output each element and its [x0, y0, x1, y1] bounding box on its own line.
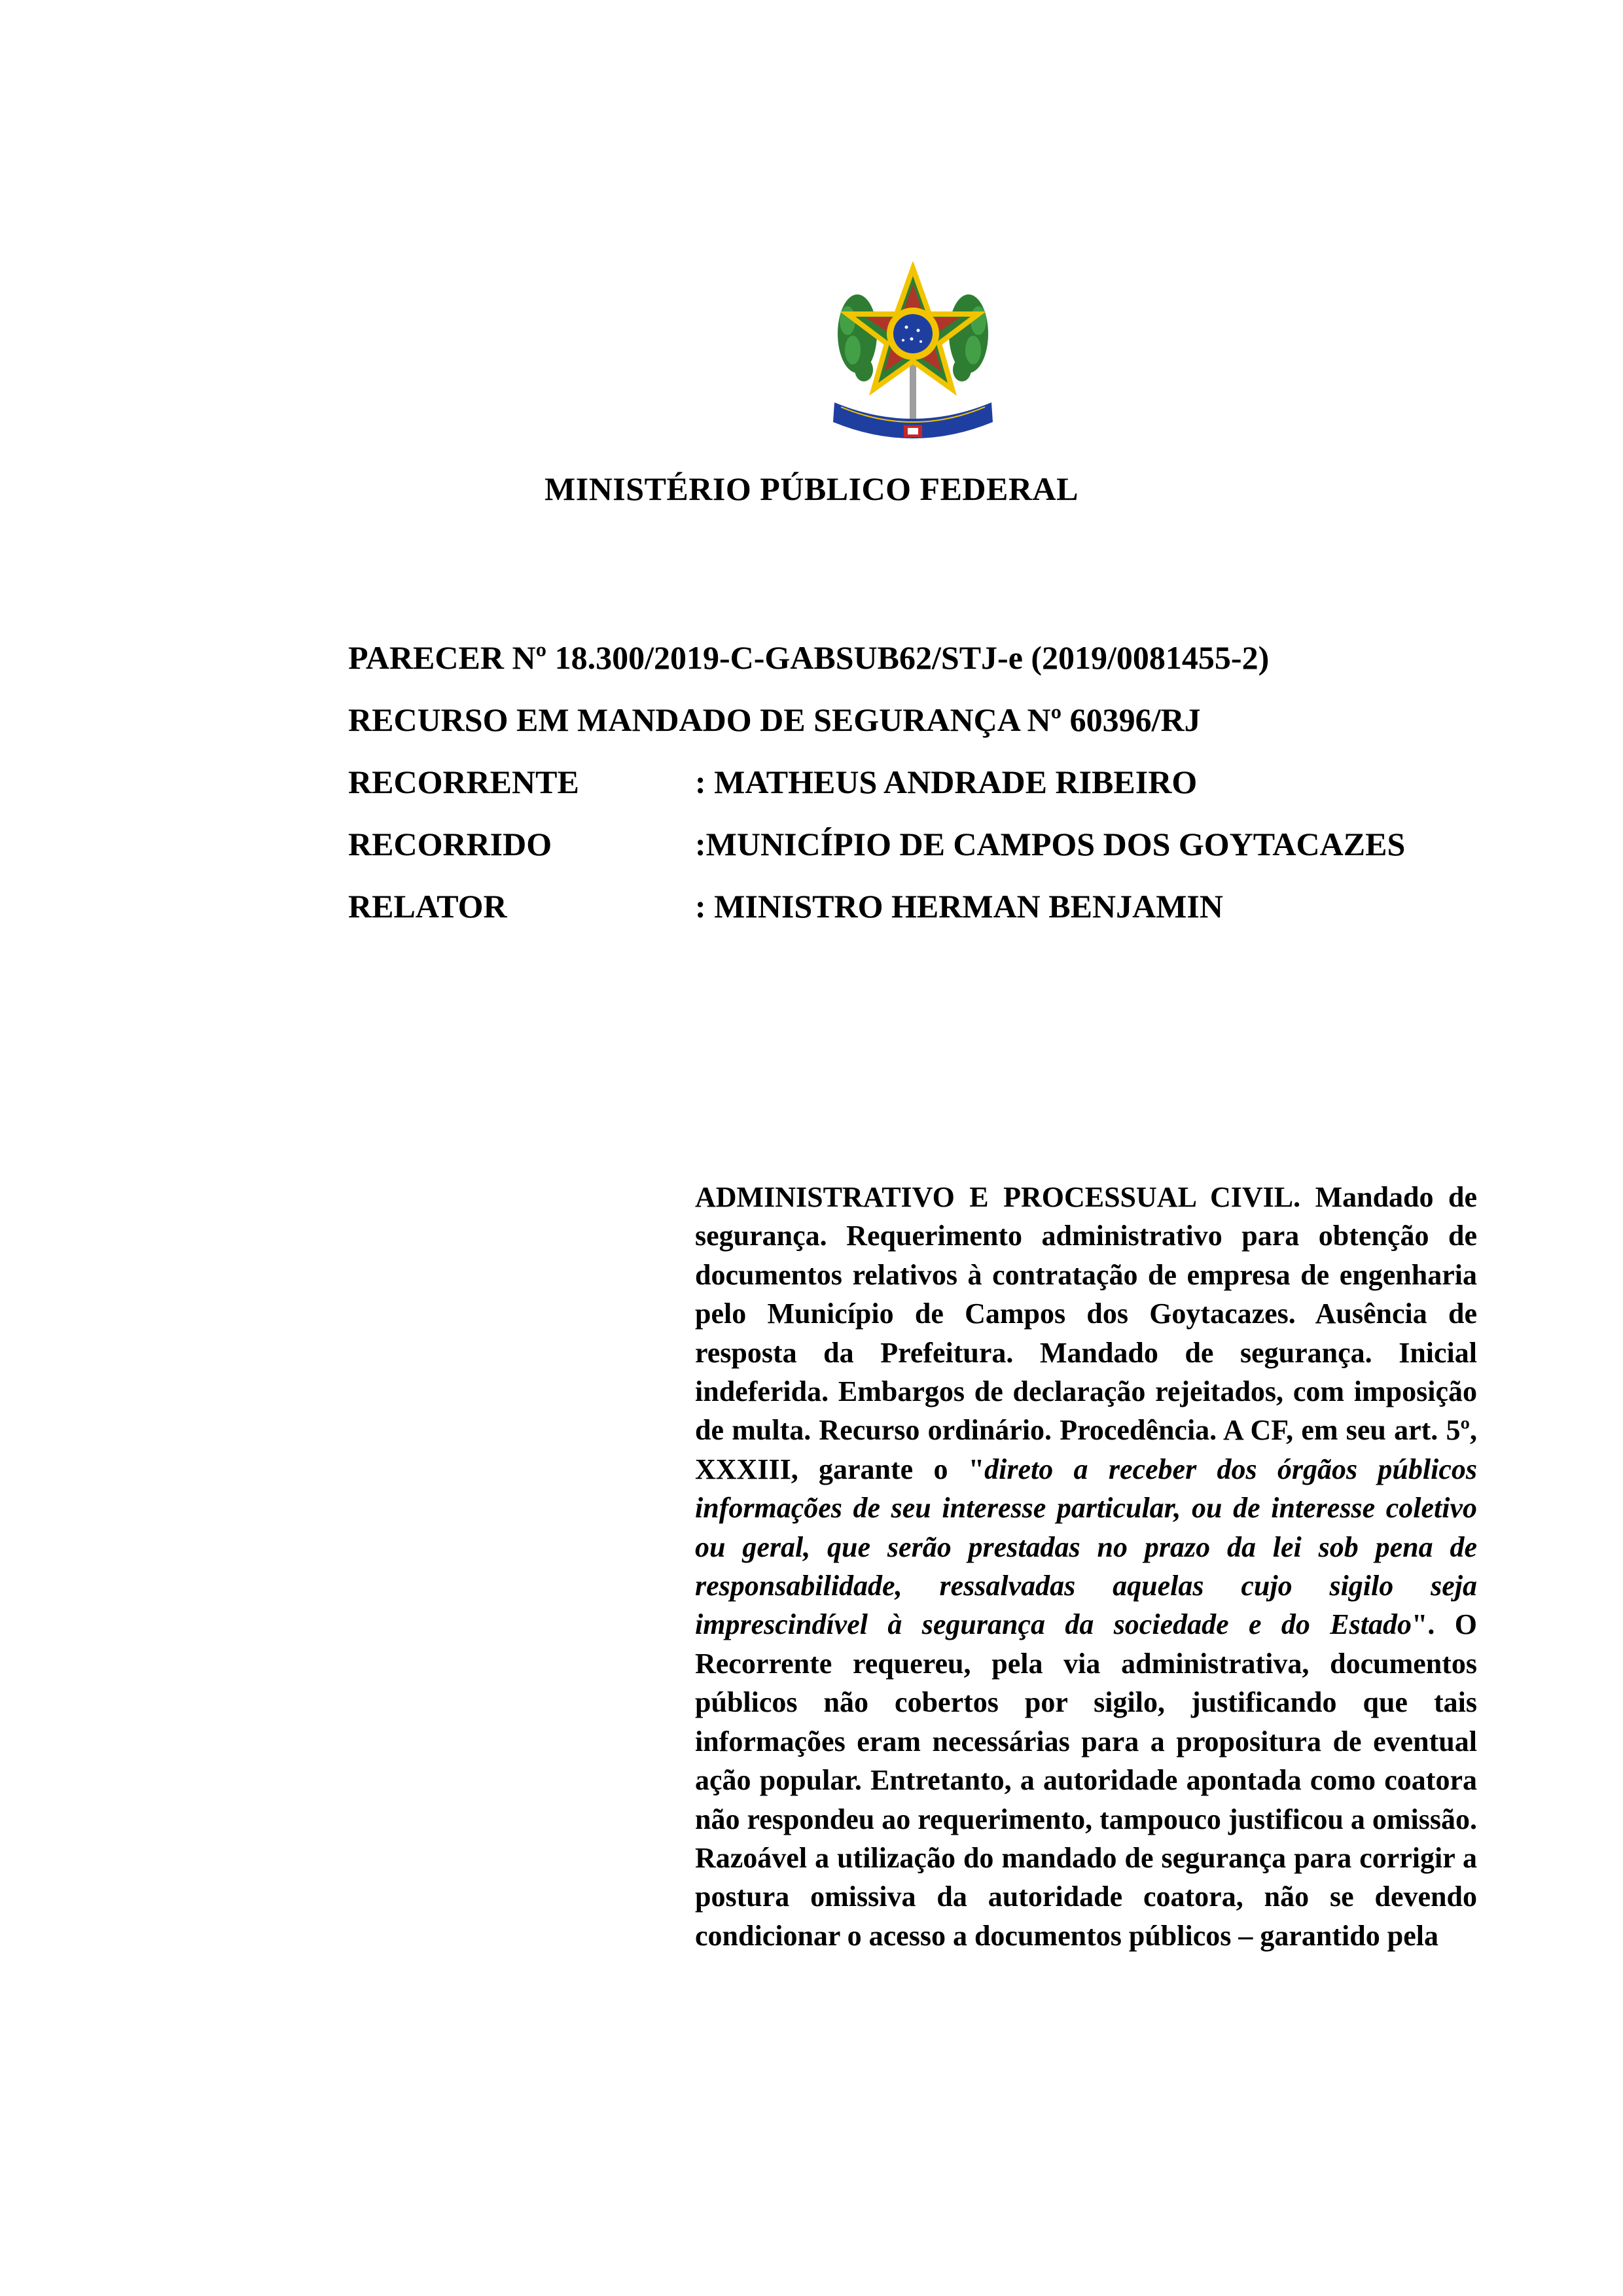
- party-label: RELATOR: [348, 888, 507, 925]
- case-header: [348, 638, 1480, 949]
- party-label: RECORRENTE: [348, 764, 579, 800]
- laurel-left-icon: [838, 294, 877, 381]
- party-value: : MINISTRO HERMAN BENJAMIN: [695, 888, 1223, 925]
- ementa-text-part1: ADMINISTRATIVO E PROCESSUAL CIVIL. Mandado de segurança. Requerimento administrativo para obtenção de documentos relativos à contratação de empresa de engenharia pelo Município de Campos dos Goytacazes. Ausência de resposta da Prefeitura. Mandado de segurança. Inicial indeferida. Embargos de declaração rejeitados, com imposição de multa. Recurso ordinário. Procedência. A CF, em seu art. 5º, XXXIII, garante o ": [695, 1181, 1477, 1485]
- ementa-constitutional-quote: direto a receber dos órgãos públicos informações de seu interesse particular, ou de interesse coletivo ou geral, que serão prestadas no prazo da lei sob pena de responsabilidade, ressalvadas aquelas cujo sigilo seja imprescindível à segurança da sociedade e do Estado: [695, 1453, 1478, 1641]
- party-row-recorrente: [348, 762, 1480, 824]
- ministry-title: MINISTÉRIO PÚBLICO FEDERAL: [544, 470, 1079, 507]
- recurso-title: RECURSO EM MANDADO DE SEGURANÇA Nº 60396/RJ: [348, 701, 1201, 738]
- party-label: RECORRIDO: [348, 826, 552, 862]
- party-row-recorrido: [348, 824, 1480, 887]
- party-row-relator: [348, 887, 1480, 949]
- ementa-text-part2: ". O Recorrente requereu, pela via administrativa, documentos públicos não cobertos por sigilo, justificando que tais informações eram necessárias para a propositura de eventual ação popular. Entretanto, a autoridade apontada como coatora não respondeu ao requerimento, tampouco justificou a omissão. Razoável a utilização do mandado de segurança para corrigir a postura omissiva da autoridade coatora, não se devendo condicionar o acesso a documentos públicos – garantido pela: [695, 1608, 1477, 1952]
- parecer-number: PARECER Nº 18.300/2019-C-GABSUB62/STJ-e (2019/0081455-2): [348, 639, 1270, 676]
- party-value: : MATHEUS ANDRADE RIBEIRO: [695, 764, 1198, 800]
- party-value: :MUNICÍPIO DE CAMPOS DOS GOYTACAZES: [695, 826, 1406, 862]
- laurel-right-icon: [949, 294, 988, 381]
- ementa-summary: [695, 1178, 1477, 1955]
- brazil-coat-of-arms-emblem: [821, 262, 1005, 458]
